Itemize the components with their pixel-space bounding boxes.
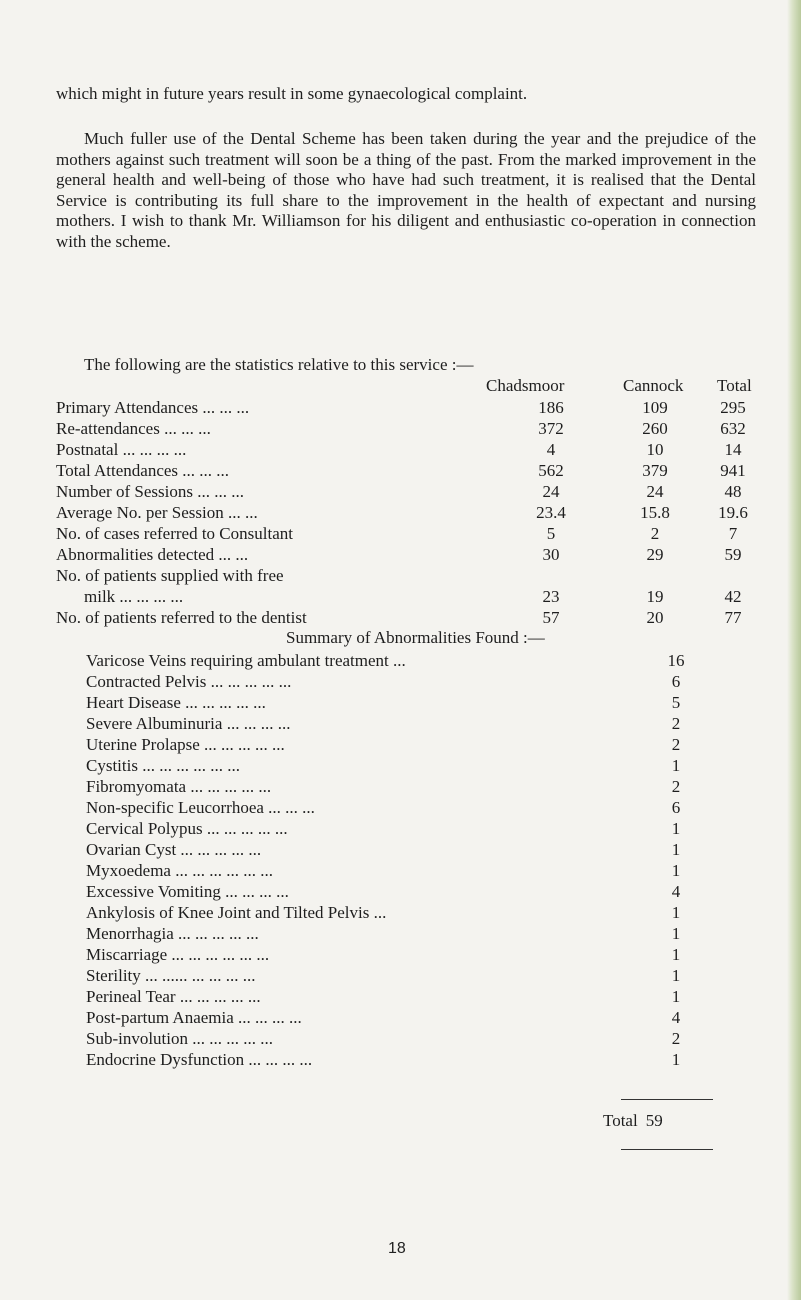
summary-total [603,1111,663,1131]
stats-row [56,418,756,440]
stats-row-label: No. of cases referred to Consultant [56,524,293,543]
stats-cannock-value: 29 [646,545,664,564]
abnormality-row [86,1049,726,1071]
abnormality-count: 1 [671,819,681,838]
abnormality-label: Perineal Tear ... ... ... ... ... [86,987,261,1006]
stats-total-value: 42 [724,587,742,606]
stats-row-label: milk ... ... ... ... [84,587,184,606]
stats-cannock-value: 260 [642,419,668,438]
stats-row [56,607,756,629]
stats-chadsmoor-value: 57 [542,608,560,627]
statistics-intro: The following are the statistics relative to this service :— [84,355,474,374]
stats-row-label: Primary Attendances ... ... ... [56,398,250,417]
abnormality-label: Miscarriage ... ... ... ... ... ... [86,945,270,964]
stats-cannock-value: 20 [646,608,664,627]
stats-total-value: 941 [720,461,746,480]
stats-cannock-value: 24 [646,482,664,501]
summary-heading: Summary of Abnormalities Found :— [286,628,545,647]
abnormality-count: 4 [671,1008,681,1027]
abnormality-label: Cystitis ... ... ... ... ... ... [86,756,240,775]
stats-row-label: Re-attendances ... ... ... [56,419,211,438]
abnormality-count: 1 [671,1050,681,1069]
abnormality-row [86,923,726,945]
total-rule-bottom [621,1149,713,1150]
abnormality-row [86,713,726,735]
total-rule-top [621,1099,713,1100]
summary-total-value: 59 [645,1111,663,1130]
abnormality-label: Fibromyomata ... ... ... ... ... [86,777,272,796]
stats-total-value: 59 [724,545,742,564]
stats-row [56,460,756,482]
stats-chadsmoor-value: 186 [538,398,564,417]
abnormality-row [86,650,726,672]
abnormality-count: 5 [671,693,681,712]
column-header-chadsmoor: Chadsmoor [486,376,565,395]
stats-row-label: Postnatal ... ... ... ... [56,440,187,459]
stats-chadsmoor-value: 23 [542,587,560,606]
abnormality-count: 1 [671,840,681,859]
stats-chadsmoor-value: 372 [538,419,564,438]
abnormality-count: 16 [667,651,685,670]
abnormality-count: 6 [671,672,681,691]
stats-row-label: Abnormalities detected ... ... [56,545,249,564]
abnormality-count: 2 [671,1029,681,1048]
abnormality-count: 1 [671,861,681,880]
abnormality-label: Ankylosis of Knee Joint and Tilted Pelvis ... [86,903,387,922]
stats-row [56,544,756,566]
abnormality-count: 2 [671,777,681,796]
stats-total-value: 295 [720,398,746,417]
abnormality-label: Uterine Prolapse ... ... ... ... ... [86,735,285,754]
stats-row-label: No. of patients referred to the dentist [56,608,307,627]
stats-row [56,502,756,524]
stats-row-label: Total Attendances ... ... ... [56,461,230,480]
column-header-cannock: Cannock [623,376,684,395]
stats-chadsmoor-value: 30 [542,545,560,564]
abnormality-count: 6 [671,798,681,817]
abnormality-row [86,986,726,1008]
stats-chadsmoor-value: 24 [542,482,560,501]
abnormality-row [86,818,726,840]
stats-chadsmoor-value: 23.4 [536,503,566,522]
stats-row-label: Average No. per Session ... ... [56,503,258,522]
abnormality-label: Endocrine Dysfunction ... ... ... ... [86,1050,313,1069]
abnormality-row [86,860,726,882]
abnormality-label: Heart Disease ... ... ... ... ... [86,693,266,712]
paragraph-dental-scheme: Much fuller use of the Dental Scheme has been taken during the year and the prejudice of the mothers against such treatment will soon be a thing of the past. From the marked improvement in the general health and well-being of those who have had such treatment, it is realised that the Dental Service is contributing its full share to the improvement in the health of expectant and nursing mothers. I wish to thank Mr. Williamson for his diligent and enthusiastic co-operation in connection with the scheme. [56,129,756,251]
abnormality-label: Contracted Pelvis ... ... ... ... ... [86,672,292,691]
abnormality-label: Myxoedema ... ... ... ... ... ... [86,861,273,880]
abnormality-row [86,902,726,924]
abnormality-label: Menorrhagia ... ... ... ... ... [86,924,259,943]
abnormality-count: 1 [671,903,681,922]
abnormality-count: 4 [671,882,681,901]
abnormality-row [86,839,726,861]
summary-total-label: Total [603,1111,638,1130]
abnormality-label: Ovarian Cyst ... ... ... ... ... [86,840,262,859]
stats-row [56,523,756,545]
stats-chadsmoor-value: 562 [538,461,564,480]
stats-total-value: 632 [720,419,746,438]
paragraph-continuation: which might in future years result in some gynaecological complaint. [56,84,528,103]
abnormality-row [86,776,726,798]
stats-cannock-value: 15.8 [640,503,670,522]
abnormality-row [86,965,726,987]
stats-row-label: No. of patients supplied with free [56,566,284,585]
stats-cannock-value: 2 [650,524,660,543]
abnormality-count: 1 [671,987,681,1006]
stats-total-value: 19.6 [718,503,748,522]
abnormality-row [86,734,726,756]
stats-row [56,439,756,461]
abnormality-count: 2 [671,735,681,754]
abnormality-count: 1 [671,966,681,985]
abnormality-label: Sterility ... ...... ... ... ... ... [86,966,256,985]
abnormality-row [86,944,726,966]
stats-row [56,481,756,503]
abnormality-count: 2 [671,714,681,733]
stats-cannock-value: 379 [642,461,668,480]
abnormality-row [86,755,726,777]
abnormality-row [86,692,726,714]
stats-cannock-value: 19 [646,587,664,606]
stats-cannock-value: 10 [646,440,664,459]
abnormality-count: 1 [671,945,681,964]
stats-chadsmoor-value: 5 [546,524,556,543]
abnormality-row [86,1028,726,1050]
stats-chadsmoor-value: 4 [546,440,556,459]
abnormality-label: Post-partum Anaemia ... ... ... ... [86,1008,302,1027]
column-header-total: Total [717,376,752,395]
stats-cannock-value: 109 [642,398,668,417]
abnormality-row [86,797,726,819]
abnormality-label: Sub-involution ... ... ... ... ... [86,1029,274,1048]
stats-total-value: 7 [728,524,738,543]
stats-row [56,586,756,608]
abnormality-label: Severe Albuminuria ... ... ... ... [86,714,291,733]
abnormality-row [86,881,726,903]
stats-row [56,565,756,587]
abnormality-row [86,671,726,693]
page-number: 18 [388,1240,406,1257]
stats-total-value: 77 [724,608,742,627]
stats-row-label: Number of Sessions ... ... ... [56,482,244,501]
abnormality-label: Varicose Veins requiring ambulant treatment ... [86,651,406,670]
abnormality-label: Cervical Polypus ... ... ... ... ... [86,819,288,838]
abnormality-label: Excessive Vomiting ... ... ... ... [86,882,289,901]
abnormality-count: 1 [671,924,681,943]
abnormality-count: 1 [671,756,681,775]
stats-total-value: 48 [724,482,742,501]
stats-total-value: 14 [724,440,742,459]
stats-row [56,397,756,419]
page-edge [787,0,801,1300]
abnormality-label: Non-specific Leucorrhoea ... ... ... [86,798,315,817]
abnormality-row [86,1007,726,1029]
